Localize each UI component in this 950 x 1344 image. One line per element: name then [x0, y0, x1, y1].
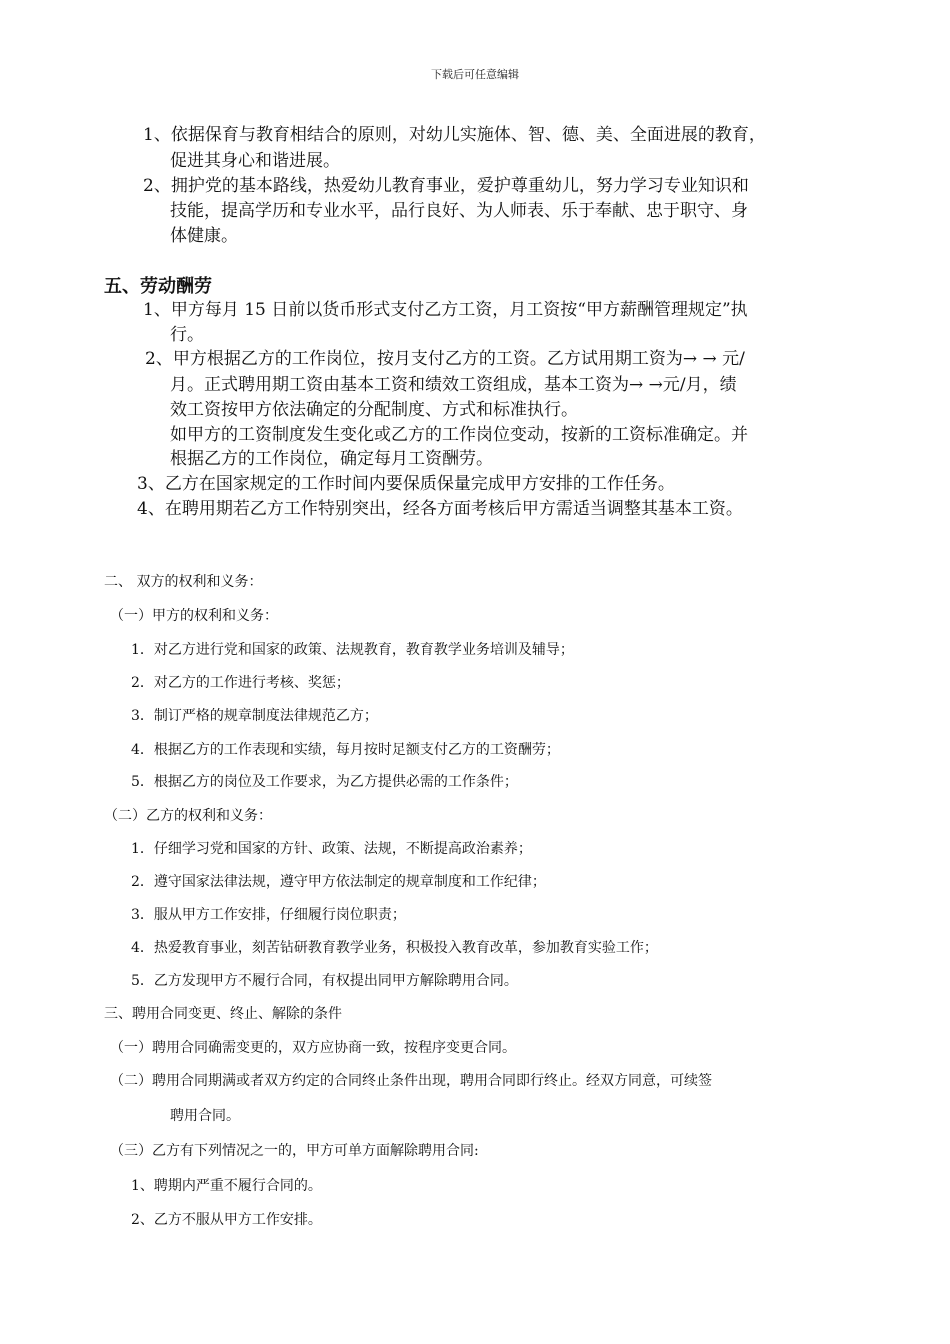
section5-item-2-line1: 2、甲方根据乙方的工作岗位，按月支付乙方的工资。乙方试用期工资为→ → 元/ [145, 349, 745, 369]
section5-item-2-line4: 如甲方的工资制度发生变化或乙方的工作岗位变动，按新的工资标准确定。并 [170, 425, 748, 445]
partyB-item-3: 3．服从甲方工作安排，仔细履行岗位职责； [131, 907, 406, 923]
partyB-item-1: 1．仔细学习党和国家的方针、政策、法规，不断提高政治素养； [131, 841, 532, 857]
contract-item-1: （一）聘用合同确需变更的，双方应协商一致，按程序变更合同。 [110, 1040, 516, 1056]
header-watermark: 下载后可任意编辑 [431, 68, 519, 81]
section5-title: 五、劳动酬劳 [104, 276, 212, 297]
section5-item-1-line1: 1、甲方每月 15 日前以货币形式支付乙方工资，月工资按“甲方薪酬管理规定”执 [143, 300, 748, 320]
contract-item-2-line1: （二）聘用合同期满或者双方约定的合同终止条件出现，聘用合同即行终止。经双方同意，可续签 [110, 1073, 712, 1089]
contract-sub-item-2: 2、乙方不服从甲方工作安排。 [131, 1212, 322, 1228]
contract-item-2-line2: 聘用合同。 [170, 1108, 240, 1124]
partyA-item-2: 2．对乙方的工作进行考核、奖惩； [131, 675, 350, 691]
partyA-item-1: 1．对乙方进行党和国家的政策、法规教育，教育教学业务培训及辅导； [131, 642, 574, 658]
section4-item-2-line3: 体健康。 [170, 226, 238, 246]
partyB-item-4: 4．热爱教育事业，刻苦钻研教育教学业务，积极投入教育改革，参加教育实验工作； [131, 940, 658, 956]
section4-item-2-line2: 技能，提高学历和专业水平，品行良好、为人师表、乐于奉献、忠于职守、身 [170, 201, 748, 221]
section4-item-2-line1: 2、拥护党的基本路线，热爱幼儿教育事业，爱护尊重幼儿，努力学习专业知识和 [143, 176, 749, 196]
section5-item-2-line3: 效工资按甲方依法确定的分配制度、方式和标准执行。 [170, 400, 578, 420]
partyB-title: （二）乙方的权利和义务： [104, 808, 272, 824]
section4-item-1-line1: 1、依据保育与教育相结合的原则，对幼儿实施体、智、德、美、全面进展的教育， [143, 125, 766, 145]
section5-item-4: 4、在聘用期若乙方工作特别突出，经各方面考核后甲方需适当调整其基本工资。 [137, 499, 743, 519]
contract-item-3: （三）乙方有下列情况之一的，甲方可单方面解除聘用合同: [110, 1143, 479, 1159]
section5-item-3: 3、乙方在国家规定的工作时间内要保质保量完成甲方安排的工作任务。 [137, 474, 675, 494]
partyA-title: （一）甲方的权利和义务： [110, 608, 278, 624]
section5-item-2-line2: 月。正式聘用期工资由基本工资和绩效工资组成，基本工资为→ →元/月，绩 [170, 375, 737, 395]
partyA-item-5: 5．根据乙方的岗位及工作要求，为乙方提供必需的工作条件； [131, 774, 518, 790]
partyB-item-5: 5．乙方发现甲方不履行合同，有权提出同甲方解除聘用合同。 [131, 973, 518, 989]
partyB-item-2: 2．遵守国家法律法规，遵守甲方依法制定的规章制度和工作纪律； [131, 874, 546, 890]
section5-item-1-line2: 行。 [170, 325, 204, 345]
section5-item-2-line5: 根据乙方的工作岗位，确定每月工资酬劳。 [170, 449, 493, 469]
contract-sub-item-1: 1、聘期内严重不履行合同的。 [131, 1178, 322, 1194]
contract-title: 三、聘用合同变更、终止、解除的条件 [104, 1006, 342, 1022]
rights-title: 二、 双方的权利和义务： [104, 574, 263, 590]
partyA-item-3: 3．制订严格的规章制度法律规范乙方； [131, 708, 378, 724]
partyA-item-4: 4．根据乙方的工作表现和实绩，每月按时足额支付乙方的工资酬劳； [131, 742, 560, 758]
section4-item-1-line2: 促进其身心和谐进展。 [170, 151, 340, 171]
